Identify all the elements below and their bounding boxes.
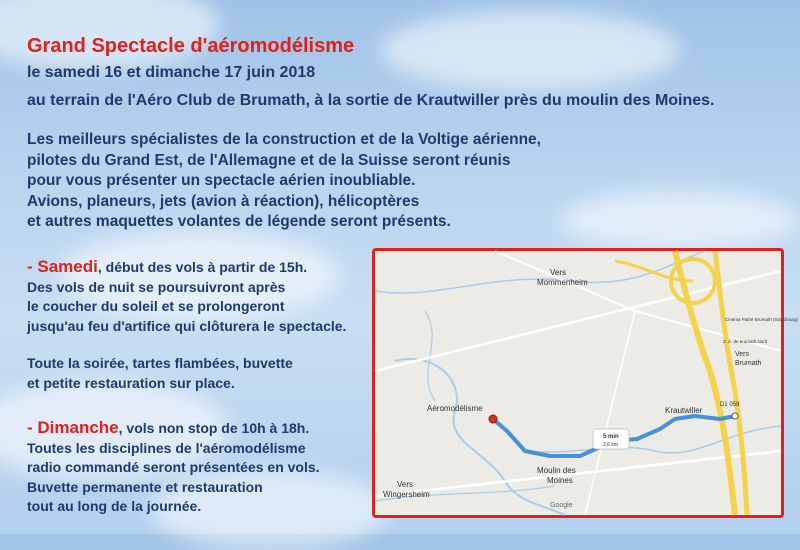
map-label-road-code: D1 059 [720, 402, 740, 408]
event-dates: le samedi 16 et dimanche 17 juin 2018 [27, 64, 316, 81]
origin-dot[interactable] [732, 413, 738, 419]
dimanche-line: Buvette permanente et restauration [27, 478, 263, 495]
intro-line: et autres maquettes volantes de légende seront présents. [27, 213, 451, 230]
samedi-prefix: - [27, 257, 38, 276]
dimanche-prefix: - [27, 418, 38, 437]
map-label-cinema: Cinéma Pathé Brumath (Strasbourg) [725, 317, 799, 322]
samedi-section [27, 257, 346, 393]
samedi-line: Des vols de nuit se poursuivront après [27, 278, 286, 295]
dimanche-section [27, 418, 320, 517]
map-label-aeromodelisme: Aéromodélisme [427, 404, 483, 413]
page-title: Grand Spectacle d'aéromodélisme [27, 35, 355, 57]
samedi-extra-line: et petite restauration sur place. [27, 374, 235, 391]
location-map[interactable] [372, 248, 799, 518]
map-label-moulin: Moulin des [537, 466, 576, 475]
map-canvas [375, 251, 799, 515]
event-location: au terrain de l'Aéro Club de Brumath, à la sortie de Krautwiller près du moulin des Moines. [27, 92, 715, 109]
samedi-heading: Samedi [37, 257, 98, 276]
route-time: 5 min [603, 434, 619, 440]
map-label-wingersheim: Wingersheim [383, 490, 430, 499]
intro-line: Les meilleurs spécialistes de la construction et de la Voltige aérienne, [27, 131, 541, 148]
dimanche-line: Toutes les disciplines de l'aéromodélisme [27, 439, 306, 456]
map-label-vers: Vers [397, 480, 414, 489]
dimanche-line: tout au long de la journée. [27, 498, 202, 514]
map-label-brumath: Brumath [735, 360, 762, 367]
map-label-exit: Z. A. de brumath Nord [723, 339, 768, 344]
samedi-line: , début des vols à partir de 15h. [97, 259, 308, 275]
destination-pin[interactable] [489, 415, 497, 423]
map-label-krautwiller: Krautwiller [665, 406, 703, 415]
map-label-vers: Vers [550, 268, 567, 277]
map-label-mommenheim: Mommenheim [537, 278, 588, 287]
map-label-vers: Vers [735, 351, 750, 358]
samedi-line: le coucher du soleil et se prolongeront [27, 298, 285, 314]
google-logo: Google [550, 502, 573, 509]
intro-line: Avions, planeurs, jets (avion à réaction), hélicoptères [27, 192, 420, 210]
route-distance: 2,6 km [603, 442, 619, 448]
dimanche-line: , vols non stop de 10h à 18h. [118, 420, 310, 436]
intro-paragraph [27, 130, 541, 233]
dimanche-heading: Dimanche [37, 418, 119, 437]
samedi-line: jusqu'au feu d'artifice qui clôturera le spectacle. [27, 317, 347, 334]
dimanche-line: radio commandé seront présentées en vols. [27, 459, 320, 475]
map-label-moines: Moines [547, 476, 573, 485]
samedi-extra-line: Toute la soirée, tartes flambées, buvette [27, 355, 293, 371]
intro-line: pilotes du Grand Est, de l'Allemagne et de la Suisse seront réunis [27, 151, 511, 169]
intro-line: pour vous présenter un spectacle aérien inoubliable. [27, 172, 416, 189]
